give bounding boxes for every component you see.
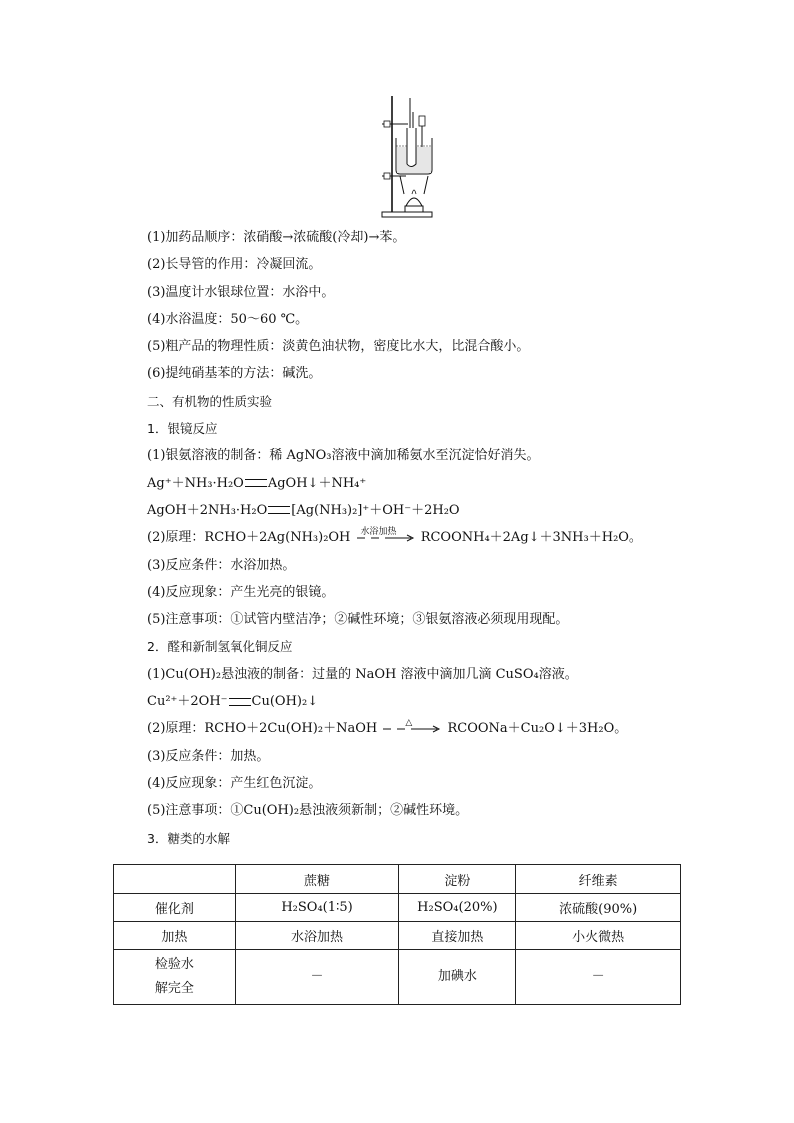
principle-right: RCOONH₄＋2Ag↓＋3NH₃＋H₂O。 (420, 530, 642, 546)
label-line: 检验水 (154, 957, 194, 972)
reaction-arrow (357, 526, 415, 545)
table-header-row (114, 865, 681, 894)
label-line: 解完全 (154, 981, 194, 996)
equation-left: Cu²⁺＋2OH⁻ (147, 694, 228, 710)
nitration-apparatus-figure (378, 94, 436, 222)
nitro-line-5: (5)粗产品的物理性质：淡黄色油状物，密度比水大，比混合酸小。 (147, 339, 530, 355)
arrow-condition: 水浴加热 (360, 526, 397, 537)
copper-prep: (1)Cu(OH)₂悬浊液的制备：过量的 NaOH 溶液中滴加几滴 CuSO₄溶液。 (147, 666, 578, 682)
silver-equation-1 (147, 470, 687, 497)
reaction-arrow (383, 717, 441, 736)
silver-prep: (1)银氨溶液的制备：稀 AgNO₃溶液中滴加稀氨水至沉淀恰好消失。 (147, 448, 540, 464)
silver-condition: (3)反应条件：水浴加热。 (147, 557, 296, 573)
nitro-line-1: (1)加药品顺序：浓硝酸→浓硫酸(冷却)→苯。 (147, 230, 406, 245)
table-row-label: 加热 (114, 922, 236, 950)
nitro-line-2: (2)长导管的作用：冷凝回流。 (147, 257, 322, 273)
table-header-cell: 纤维素 (516, 865, 681, 894)
equation-left: AgOH＋2NH₃·H₂O (147, 502, 268, 518)
equals-sign (245, 479, 267, 487)
nitro-line-6: (6)提纯硝基苯的方法：碱洗。 (147, 366, 322, 382)
equals-sign (229, 698, 251, 706)
table-header-cell: 淀粉 (399, 865, 516, 894)
equation-right: [Ag(NH₃)₂]⁺＋OH⁻＋2H₂O (291, 502, 460, 518)
table-row-label: 催化剂 (114, 894, 236, 922)
nitro-line-3: (3)温度计水银球位置：水浴中。 (147, 284, 335, 300)
table-row-label (114, 950, 236, 1005)
silver-heading: 1．银镜反应 (147, 421, 218, 437)
equation-right: Cu(OH)₂↓ (251, 694, 319, 710)
copper-phenomenon: (4)反应现象：产生红色沉淀。 (147, 775, 322, 791)
principle-left: (2)原理：RCHO＋2Ag(NH₃)₂OH (147, 530, 351, 546)
silver-phenomenon: (4)反应现象：产生光亮的银镜。 (147, 584, 335, 600)
equation-left: Ag⁺＋NH₃·H₂O (147, 475, 244, 491)
section-heading: 二、有机物的性质实验 (147, 393, 273, 409)
arrow-right-icon (357, 533, 415, 543)
nitro-line-4: (4)水浴温度：50～60 ℃。 (147, 311, 309, 327)
table-cell: 浓硫酸(90%) (516, 894, 681, 922)
table-row (114, 922, 681, 950)
principle-left: (2)原理：RCHO＋2Cu(OH)₂＋NaOH (147, 721, 378, 737)
table-cell: － (516, 950, 681, 1005)
copper-heading: 2．醛和新制氢氧化铜反应 (147, 639, 293, 655)
silver-equation-2 (147, 497, 687, 524)
table-cell: 加碘水 (399, 950, 516, 1005)
arrow-condition: △ (405, 717, 413, 728)
copper-equation (147, 688, 687, 715)
silver-principle (147, 524, 687, 551)
table-cell: H₂SO₄(20%) (399, 894, 516, 922)
content-body (147, 224, 687, 852)
table-cell: 直接加热 (399, 922, 516, 950)
table-row (114, 894, 681, 922)
copper-condition: (3)反应条件：加热。 (147, 748, 270, 764)
table-cell: 水浴加热 (235, 922, 399, 950)
equation-right: AgOH↓＋NH₄⁺ (267, 475, 367, 491)
arrow-right-icon (383, 724, 441, 734)
table-header-cell: 蔗糖 (235, 865, 399, 894)
principle-right: RCOONa＋Cu₂O↓＋3H₂O。 (447, 721, 628, 737)
equals-sign (268, 506, 290, 514)
copper-notes: (5)注意事项：①Cu(OH)₂悬浊液须新制；②碱性环境。 (147, 803, 469, 819)
copper-principle (147, 715, 687, 742)
hydrolysis-table (113, 864, 681, 1005)
sugar-heading: 3．糖类的水解 (147, 830, 230, 846)
table-row (114, 950, 681, 1005)
table-header-cell (114, 865, 236, 894)
table-cell: － (235, 950, 399, 1005)
silver-notes: (5)注意事项：①试管内壁洁净；②碱性环境；③银氨溶液必须现用现配。 (147, 612, 569, 628)
table-cell: H₂SO₄(1∶5) (235, 894, 399, 922)
table-cell: 小火微热 (516, 922, 681, 950)
